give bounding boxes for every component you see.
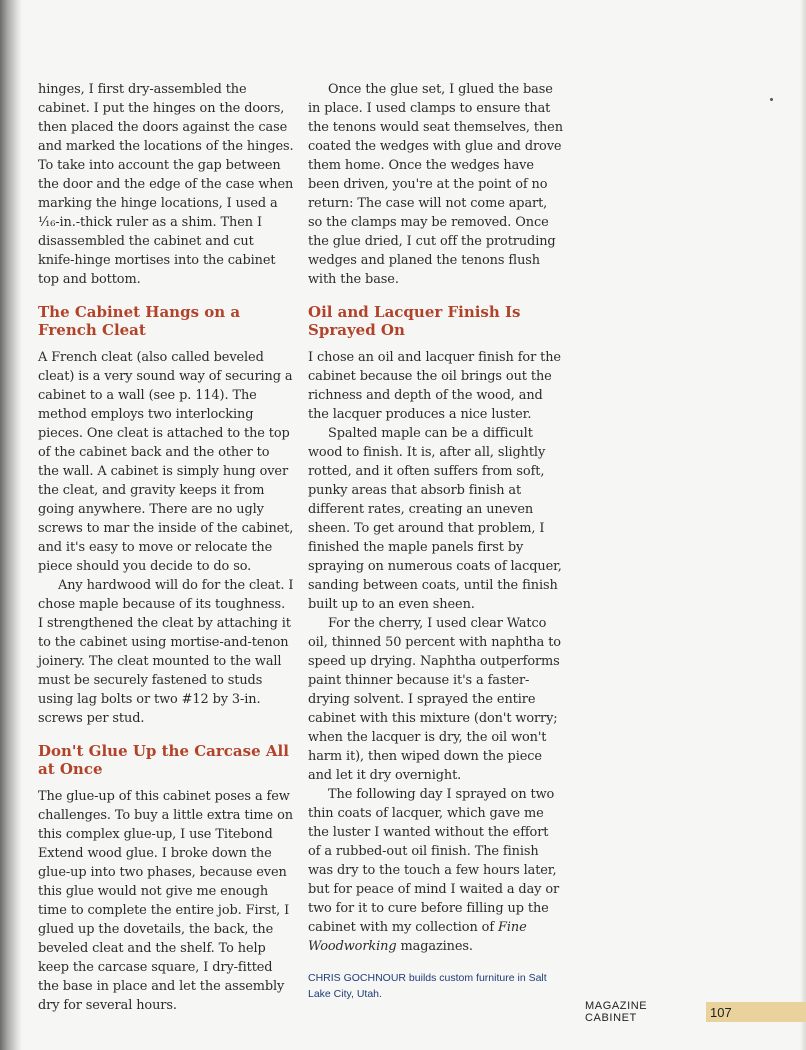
left-paragraph-4: The glue-up of this cabinet poses a few challenges. To buy a little extra time on this complex glue-up, I use Titebond Extend wood glue. I broke down the glue-up into two phases, because even this glue would not give me enough time to complete the entire job. First, I glued up the dovetails, the back, the beveled cleat and the shelf. To help keep the carcase square, I dry-fitted the base in place and let the assembly dry for several hours. xyxy=(38,789,293,1013)
page-spine-shadow xyxy=(0,0,22,1050)
left-paragraph-2: A French cleat (also called beveled cleat) is a very sound way of securing a cabinet to a wall (see p. 114). The method employs two interlocking pieces. One cleat is attached to the top of the cabinet back and the other to the wall. A cabinet is simply hung over the cleat, and gravity keeps it from going anywhere. There are no ugly screws to mar the inside of the cabinet, and it's easy to move or relocate the piece should you decide to do so. xyxy=(38,350,294,574)
page-number: 107 xyxy=(710,1004,732,1020)
heading-glue-up: Don't Glue Up the Carcase All at Once xyxy=(38,742,289,778)
footer-section-title: MAGAZINE CABINET xyxy=(585,1000,648,1024)
heading-finish: Oil and Lacquer Finish Is Sprayed On xyxy=(308,303,521,339)
left-paragraph-3: Any hardwood will do for the cleat. I chose maple because of its toughness. I strengthened the cleat by attaching it to the cabinet using mortise-and-tenon joinery. The cleat mounted to the wall must be securely fastened to studs using lag bolts or two #12 by 3-in. screws per stud. xyxy=(38,578,294,726)
right-paragraph-5 xyxy=(308,785,564,956)
page-edge xyxy=(800,0,806,1050)
author-bio xyxy=(308,970,564,1002)
left-paragraph-1: hinges, I first dry-assembled the cabinet. I put the hinges on the doors, then placed the doors against the case and marked the locations of the hinges. To take into account the gap between the door and the edge of the case when marking the hinge locations, I used a ¹⁄₁₆-in.-thick ruler as a shim. Then I disassembled the cabinet and cut knife-hinge mortises into the cabinet top and bottom. xyxy=(38,82,294,287)
p5-text-end: magazines. xyxy=(396,939,473,954)
right-paragraph-4: For the cherry, I used clear Watco oil, thinned 50 percent with naphtha to speed up drying. Naphtha outperforms paint thinner because it's a faster-drying solvent. I sprayed the entire cabinet with this mixture (don't worry; when the lacquer is dry, the oil won't harm it), then wiped down the piece and let it dry overnight. xyxy=(308,616,561,783)
right-paragraph-1: Once the glue set, I glued the base in place. I used clamps to ensure that the tenons would seat themselves, then coated the wedges with glue and drove them home. Once the wedges have been driven, you're at the point of no return: The case will not come apart, so the clamps may be removed. Once the glue dried, I cut off the protruding wedges and planed the tenons flush with the base. xyxy=(308,82,563,287)
print-speck xyxy=(770,98,773,101)
author-name: CHRIS GOCHNOUR xyxy=(308,972,407,984)
left-column xyxy=(38,80,294,1015)
right-column xyxy=(308,80,564,1002)
heading-french-cleat: The Cabinet Hangs on a French Cleat xyxy=(38,303,241,339)
page-number-tab xyxy=(706,1002,806,1022)
p5-text-start: The following day I sprayed on two thin coats of lacquer, which gave me the luster I wanted without the effort of a rubbed-out oil finish. The finish was dry to the touch a few hours later, but for peace of mind I waited a day or two for it to cure before filling up the cabinet with my collection of xyxy=(308,787,560,935)
page-footer xyxy=(585,1002,806,1022)
magazine-title: Fine Woodworking xyxy=(308,920,527,954)
author-bio-text: builds custom furniture in Salt Lake City, Utah. xyxy=(308,972,547,1000)
right-paragraph-2: I chose an oil and lacquer finish for the cabinet because the oil brings out the richness and depth of the wood, and the lacquer produces a nice luster. xyxy=(308,350,561,422)
right-paragraph-3: Spalted maple can be a difficult wood to finish. It is, after all, slightly rotted, and it often suffers from soft, punky areas that absorb finish at different rates, creating an uneven sheen. To get around that problem, I finished the maple panels first by spraying on numerous coats of lacquer, sanding between coats, until the finish built up to an even sheen. xyxy=(308,426,562,612)
